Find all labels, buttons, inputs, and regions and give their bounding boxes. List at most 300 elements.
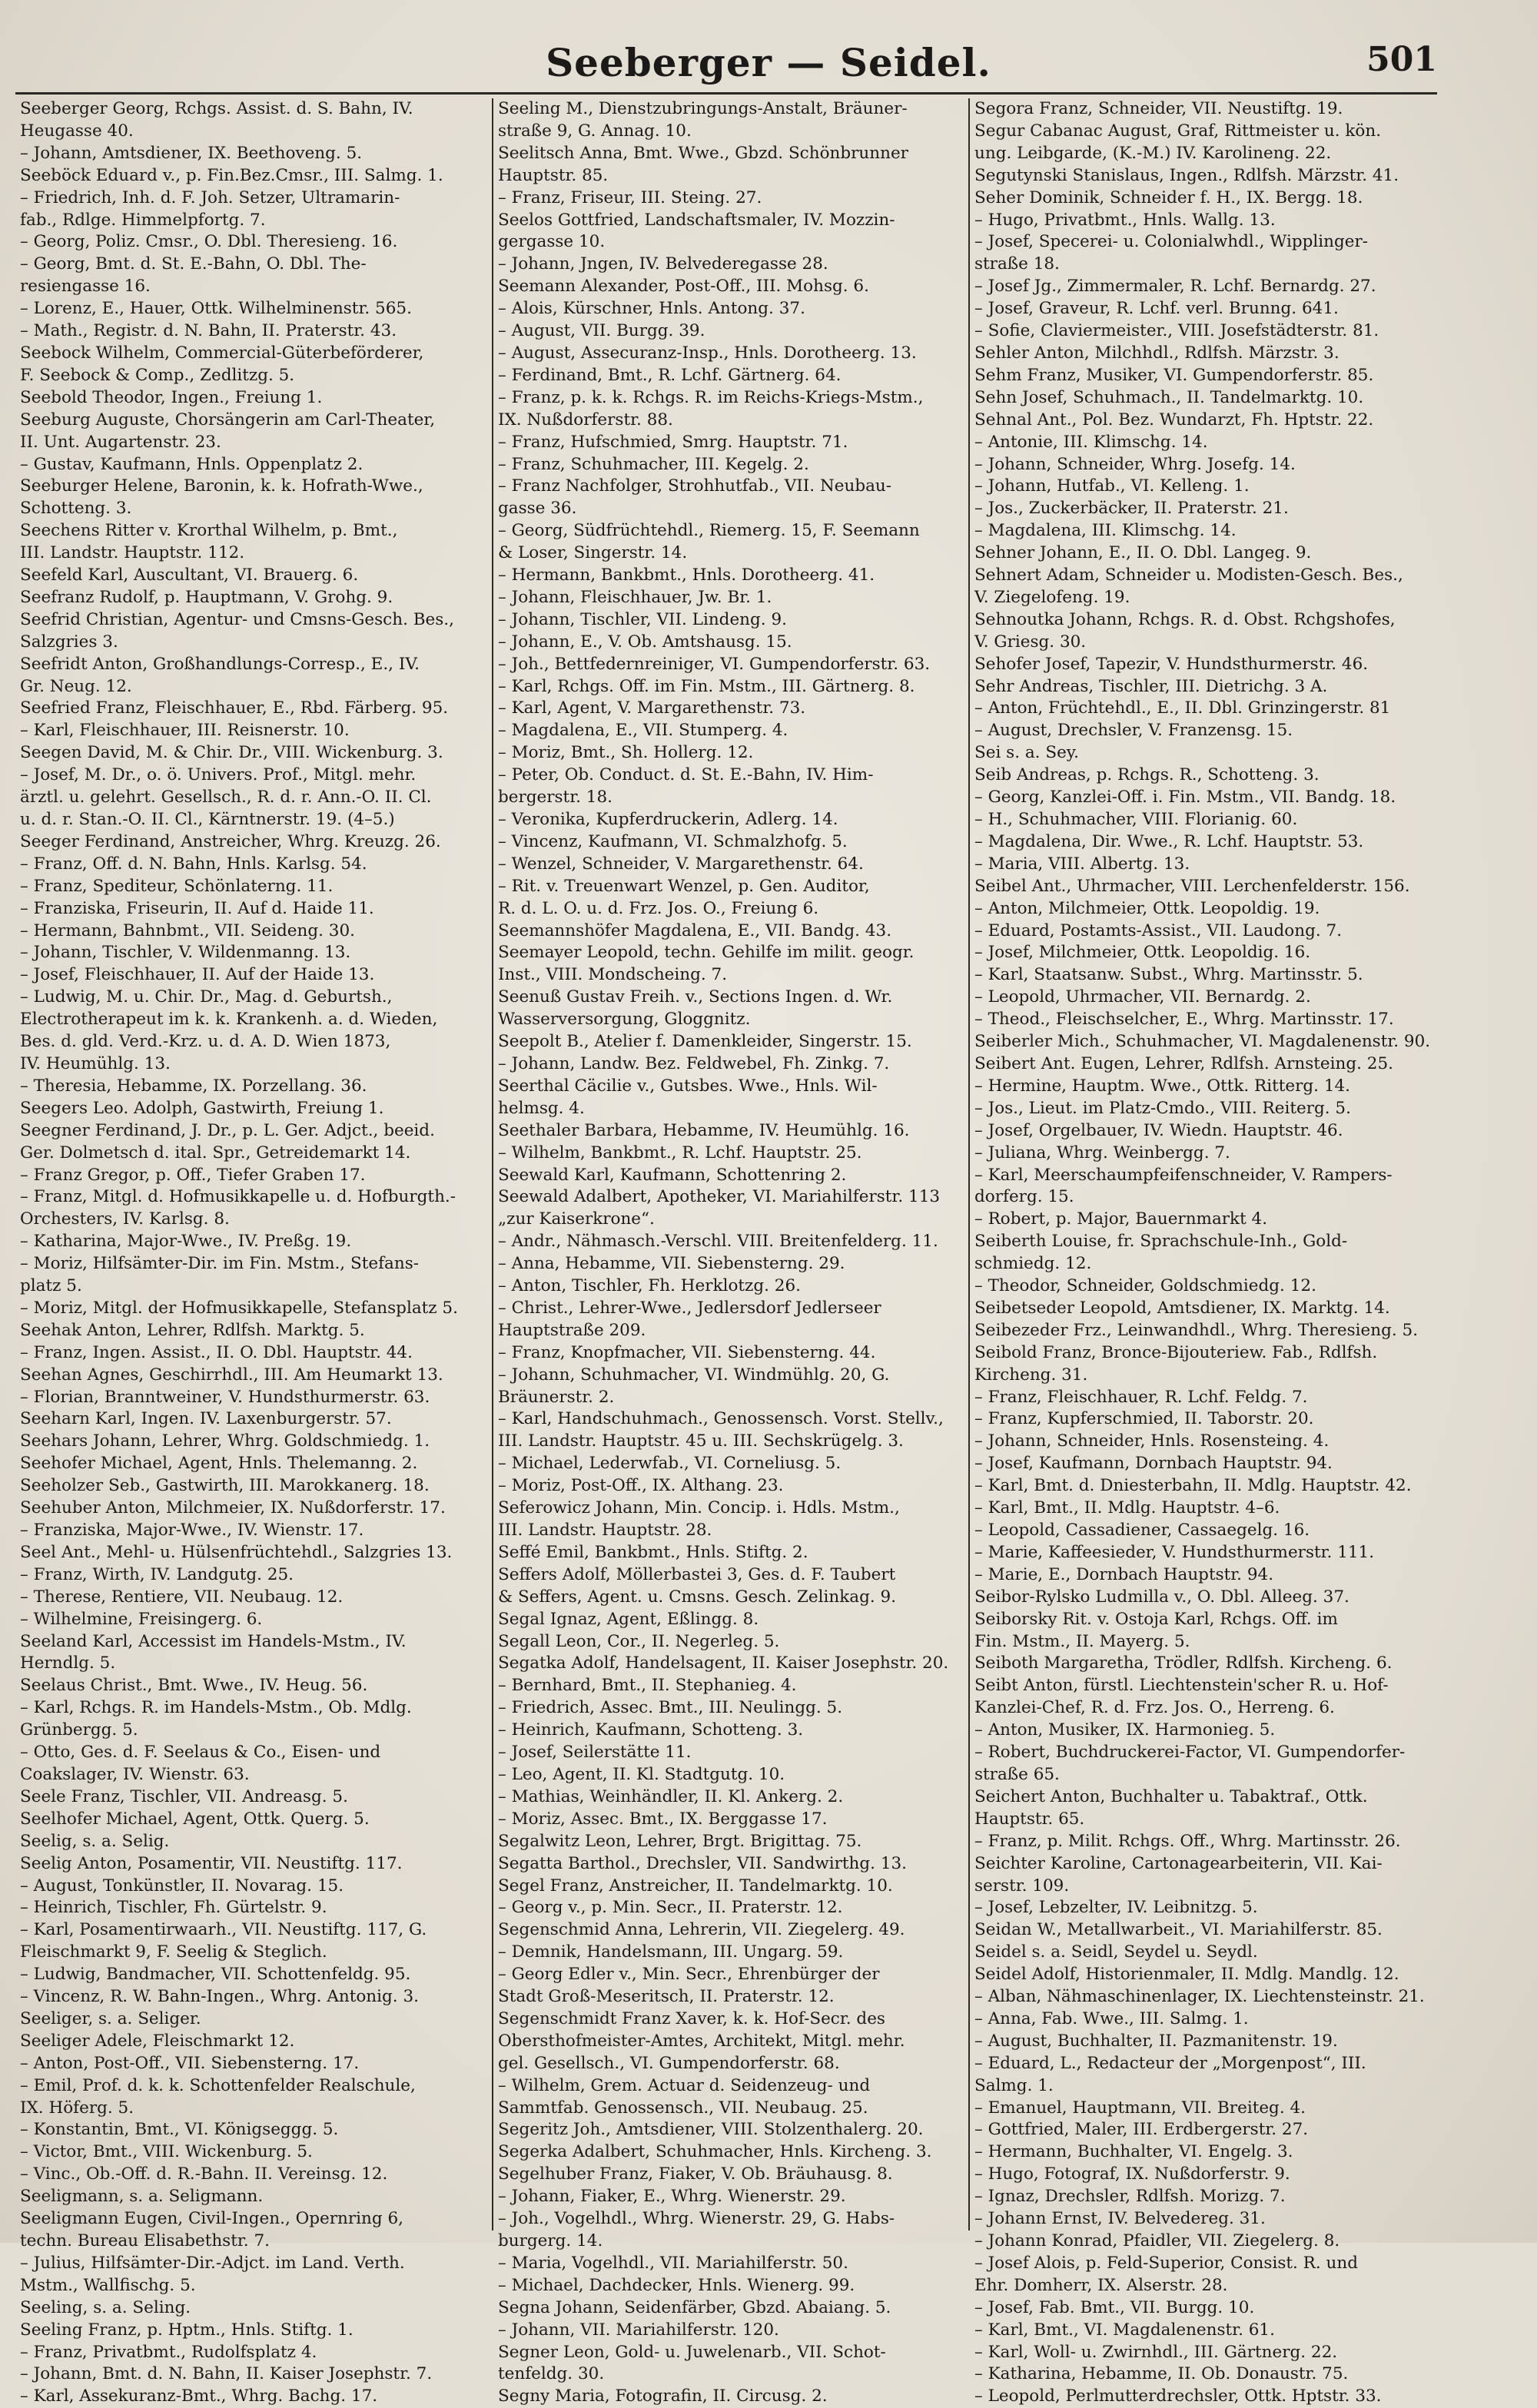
directory-entry: – Wenzel, Schneider, V. Margarethenstr. 64.: [498, 854, 864, 874]
directory-entry: – Veronika, Kupferdruckerin, Adlerg. 14.: [498, 810, 838, 829]
directory-entry: Stadt Groß-Meseritsch, II. Praterstr. 12.: [498, 1987, 835, 2007]
directory-entry: Segora Franz, Schneider, VII. Neustiftg. 19.: [974, 99, 1343, 118]
directory-entry: platz 5.: [20, 1276, 82, 1296]
directory-entry: Seewald Adalbert, Apotheker, VI. Mariahilferstr. 113: [498, 1187, 941, 1207]
directory-entry: Seiborsky Rit. v. Ostoja Karl, Rchgs. Off. im: [974, 1609, 1338, 1629]
directory-entry: „zur Kaiserkrone“.: [498, 1209, 655, 1229]
directory-entry: – Otto, Ges. d. F. Seelaus & Co., Eisen- und: [20, 1743, 381, 1763]
directory-entry: Seelitsch Anna, Bmt. Wwe., Gbzd. Schönbrunner: [498, 143, 908, 163]
directory-entry: Seiberler Mich., Schuhmacher, VI. Magdalenenstr. 90.: [974, 1032, 1431, 1052]
directory-entry: Seidel s. a. Seidl, Seydel u. Seydl.: [974, 1942, 1258, 1962]
directory-entry: Segelhuber Franz, Fiaker, V. Ob. Bräuhausg. 8.: [498, 2164, 893, 2184]
directory-entry: – Hermine, Hauptm. Wwe., Ottk. Ritterg. 14.: [974, 1076, 1351, 1096]
directory-entry: & Loser, Singerstr. 14.: [498, 543, 688, 563]
directory-entry: – Theodor, Schneider, Goldschmiedg. 12.: [974, 1276, 1316, 1296]
directory-entry: IX. Höferg. 5.: [20, 2098, 134, 2118]
directory-entry: – Johann Ernst, IV. Belvedereg. 31.: [974, 2209, 1266, 2229]
directory-entry: helmsg. 4.: [498, 1098, 585, 1118]
directory-entry: Seegner Ferdinand, J. Dr., p. L. Ger. Adjct., beeid.: [20, 1120, 435, 1140]
directory-entry: – Johann, Fiaker, E., Whrg. Wienerstr. 29.: [498, 2187, 846, 2207]
directory-entry: Seelos Gottfried, Landschaftsmaler, IV. Mozzin-: [498, 210, 895, 230]
directory-entry: – Franz, Fleischhauer, R. Lchf. Feldg. 7.: [974, 1387, 1308, 1407]
column-right: [968, 98, 1445, 2406]
directory-entry: – Johann, Fleischhauer, Jw. Br. 1.: [498, 587, 772, 607]
directory-entry: Bräunerstr. 2.: [498, 1387, 615, 1407]
directory-entry: Segalwitz Leon, Lehrer, Brgt. Brigittag. 75.: [498, 1831, 862, 1851]
directory-entry: – Joh., Vogelhdl., Whrg. Wienerstr. 29, G. Habs-: [498, 2209, 895, 2229]
directory-entry: – Johann, Tischler, VII. Lindeng. 9.: [498, 609, 787, 629]
directory-entry: – August, Buchhalter, II. Pazmanitenstr. 19.: [974, 2031, 1338, 2051]
directory-entry: – Johann, Schuhmacher, VI. Windmühlg. 20, G.: [498, 1365, 890, 1385]
directory-entry: III. Landstr. Hauptstr. 28.: [498, 1521, 712, 1540]
directory-entry: Fin. Mstm., II. Mayerg. 5.: [974, 1631, 1190, 1651]
directory-entry: gergasse 10.: [498, 232, 606, 252]
directory-entry: Sehnoutka Johann, Rchgs. R. d. Obst. Rchgshofes,: [974, 609, 1396, 629]
directory-entry: – Gottfried, Maler, III. Erdbergerstr. 27.: [974, 2120, 1309, 2140]
directory-entry: Segutynski Stanislaus, Ingen., Rdlfsh. Märzstr. 41.: [974, 165, 1399, 185]
directory-entry: Seeburg Auguste, Chorsängerin am Carl-Theater,: [20, 410, 436, 430]
directory-entry: Ehr. Domherr, IX. Alserstr. 28.: [974, 2275, 1228, 2295]
directory-entry: V. Griesg. 30.: [974, 632, 1087, 652]
directory-entry: – Franz, p. k. k. Rchgs. R. im Reichs-Kriegs-Mstm.,: [498, 387, 924, 407]
directory-entry: Grünbergg. 5.: [20, 1720, 138, 1740]
directory-entry: Seehan Agnes, Geschirrhdl., III. Am Heumarkt 13.: [20, 1365, 443, 1385]
directory-entry: – Joh., Bettfedernreiniger, VI. Gumpendorferstr. 63.: [498, 654, 931, 674]
directory-entry: – Hugo, Fotograf, IX. Nußdorferstr. 9.: [974, 2164, 1290, 2184]
directory-entry: Seelig Anton, Posamentir, VII. Neustiftg. 117.: [20, 1853, 403, 1873]
directory-entry: – Moriz, Hilfsämter-Dir. im Fin. Mstm., Stefans-: [20, 1254, 419, 1274]
directory-entry: – Hermann, Bankbmt., Hnls. Dorotheerg. 41.: [498, 566, 875, 585]
header-rule: [15, 92, 1437, 95]
directory-entry: – Franz, p. Milit. Rchgs. Off., Whrg. Martinsstr. 26.: [974, 1831, 1401, 1851]
directory-entry: – Karl, Bmt. d. Dniesterbahn, II. Mdlg. Hauptstr. 42.: [974, 1476, 1412, 1496]
directory-entry: Fleischmarkt 9, F. Seelig & Steglich.: [20, 1942, 327, 1962]
directory-entry: – Josef, Graveur, R. Lchf. verl. Brunng. 641.: [974, 299, 1339, 319]
directory-entry: – Katharina, Major-Wwe., IV. Preßg. 19.: [20, 1232, 352, 1252]
directory-entry: Wasserversorgung, Gloggnitz.: [498, 1010, 751, 1030]
directory-entry: – Therese, Rentiere, VII. Neubaug. 12.: [20, 1587, 344, 1607]
directory-entry: Seibezeder Frz., Leinwandhdl., Whrg. Theresieng. 5.: [974, 1320, 1419, 1340]
directory-entry: – Magdalena, Dir. Wwe., R. Lchf. Hauptstr. 53.: [974, 831, 1364, 851]
directory-entry: – Friedrich, Assec. Bmt., III. Neulingg. 5.: [498, 1698, 843, 1718]
directory-entry: Seher Dominik, Schneider f. H., IX. Bergg. 18.: [974, 187, 1363, 207]
directory-entry: – Josef Alois, p. Feld-Superior, Consist. R. und: [974, 2253, 1358, 2273]
directory-entry: fab., Rdlge. Himmelpfortg. 7.: [20, 210, 266, 230]
directory-entry: – Moriz, Bmt., Sh. Hollerg. 12.: [498, 743, 754, 763]
directory-entry: Segeritz Joh., Amtsdiener, VIII. Stolzenthalerg. 20.: [498, 2120, 924, 2140]
directory-entry: – Wilhelm, Bankbmt., R. Lchf. Hauptstr. 25.: [498, 1143, 862, 1163]
directory-entry: – Friedrich, Inh. d. F. Joh. Setzer, Ultramarin-: [20, 187, 400, 207]
directory-entry: – Josef, Milchmeier, Ottk. Leopoldig. 16.: [974, 943, 1311, 963]
directory-entry: – Anna, Hebamme, VII. Siebensterng. 29.: [498, 1254, 845, 1274]
directory-entry: Seibel Ant., Uhrmacher, VIII. Lerchenfelderstr. 156.: [974, 876, 1410, 896]
directory-entry: Gr. Neug. 12.: [20, 676, 132, 696]
directory-entry: – Franz Gregor, p. Off., Tiefer Graben 17.: [20, 1165, 366, 1185]
directory-entry: dorferg. 15.: [974, 1187, 1074, 1207]
directory-entry: – Maria, VIII. Albertg. 13.: [974, 854, 1190, 874]
directory-entry: Seegers Leo. Adolph, Gastwirth, Freiung 1.: [20, 1098, 384, 1118]
directory-entry: Seeling, s. a. Seling.: [20, 2297, 191, 2317]
directory-entry: Seibold Franz, Bronce-Bijouteriew. Fab., Rdlfsh.: [974, 1342, 1378, 1362]
directory-entry: – Franz, Friseur, III. Steing. 27.: [498, 187, 762, 207]
directory-entry: Seffers Adolf, Möllerbastei 3, Ges. d. F. Taubert: [498, 1564, 896, 1584]
directory-entry: Mstm., Wallfischg. 5.: [20, 2275, 196, 2295]
directory-entry: – Franz, Knopfmacher, VII. Siebensterng. 44.: [498, 1342, 876, 1362]
directory-entry: Sehofer Josef, Tapezir, V. Hundsthurmerstr. 46.: [974, 654, 1369, 674]
directory-entry: – Moriz, Mitgl. der Hofmusikkapelle, Stefansplatz 5.: [20, 1298, 458, 1318]
directory-entry: Seeling Franz, p. Hptm., Hnls. Stiftg. 1.: [20, 2320, 354, 2340]
directory-entry: Segatka Adolf, Handelsagent, II. Kaiser Josephstr. 20.: [498, 1653, 949, 1673]
directory-entry: – Christ., Lehrer-Wwe., Jedlersdorf Jedlerseer: [498, 1298, 881, 1318]
directory-entry: Seeböck Eduard v., p. Fin.Bez.Cmsr., III. Salmg. 1.: [20, 165, 443, 185]
directory-entry: Seeland Karl, Accessist im Handels-Mstm., IV.: [20, 1631, 407, 1651]
directory-entry: – Hermann, Buchhalter, VI. Engelg. 3.: [974, 2142, 1293, 2162]
directory-entry: – Johann, Landw. Bez. Feldwebel, Fh. Zinkg. 7.: [498, 1053, 890, 1073]
directory-entry: – Franz, Privatbmt., Rudolfsplatz 4.: [20, 2342, 317, 2362]
directory-entry: Seehak Anton, Lehrer, Rdlfsh. Marktg. 5.: [20, 1320, 365, 1340]
directory-entry: Seepolt B., Atelier f. Damenkleider, Singerstr. 15.: [498, 1032, 912, 1052]
directory-entry: – Heinrich, Tischler, Fh. Gürtelstr. 9.: [20, 1898, 327, 1918]
directory-entry: Sehn Josef, Schuhmach., II. Tandelmarktg. 10.: [974, 387, 1364, 407]
directory-entry: Seeburger Helene, Baronin, k. k. Hofrath-Wwe.,: [20, 476, 423, 496]
directory-entry: Seebock Wilhelm, Commercial-Güterbeförderer,: [20, 343, 424, 363]
directory-entry: Seeliger Adele, Fleischmarkt 12.: [20, 2031, 295, 2051]
directory-entry: Seelaus Christ., Bmt. Wwe., IV. Heug. 56.: [20, 1676, 368, 1696]
directory-entry: straße 65.: [974, 1764, 1060, 1784]
directory-entry: – Vincenz, R. W. Bahn-Ingen., Whrg. Antonig. 3.: [20, 1987, 419, 2007]
directory-entry: Seethaler Barbara, Hebamme, IV. Heumühlg. 16.: [498, 1120, 910, 1140]
directory-entry: – Johann, Hutfab., VI. Kelleng. 1.: [974, 476, 1250, 496]
directory-entry: Segny Maria, Fotografin, II. Circusg. 2.: [498, 2386, 828, 2406]
directory-entry: ung. Leibgarde, (K.-M.) IV. Karolineng. 22.: [974, 143, 1332, 163]
directory-entry: – Josef, Seilerstätte 11.: [498, 1743, 692, 1763]
directory-entry: – Wilhelm, Grem. Actuar d. Seidenzeug- und: [498, 2075, 871, 2095]
page-header: [0, 40, 1537, 94]
directory-entry: Seehofer Michael, Agent, Hnls. Thelemanng. 2.: [20, 1454, 418, 1474]
directory-entry: – Leopold, Cassadiener, Cassaegelg. 16.: [974, 1521, 1310, 1540]
directory-entry: – Ludwig, M. u. Chir. Dr., Mag. d. Geburtsh.,: [20, 987, 393, 1007]
directory-entry: – Karl, Rchgs. Off. im Fin. Mstm., III. Gärtnerg. 8.: [498, 676, 915, 696]
directory-entry: – August, Drechsler, V. Franzensg. 15.: [974, 721, 1293, 741]
directory-entry: – Karl, Rchgs. R. im Handels-Mstm., Ob. Mdlg.: [20, 1698, 412, 1718]
directory-entry: Seewald Karl, Kaufmann, Schottenring 2.: [498, 1165, 847, 1185]
directory-entry: Seiboth Margaretha, Trödler, Rdlfsh. Kircheng. 6.: [974, 1653, 1393, 1673]
directory-entry: – Leo, Agent, II. Kl. Stadtgutg. 10.: [498, 1764, 785, 1784]
directory-columns: [15, 98, 1452, 2406]
directory-entry: Salmg. 1.: [974, 2075, 1054, 2095]
directory-entry: Seebold Theodor, Ingen., Freiung 1.: [20, 387, 323, 407]
directory-entry: – Vincenz, Kaufmann, VI. Schmalzhofg. 5.: [498, 831, 848, 851]
directory-entry: – Karl, Meerschaumpfeifenschneider, V. Rampers-: [974, 1165, 1393, 1185]
directory-entry: Seefrid Christian, Agentur- und Cmsns-Gesch. Bes.,: [20, 609, 454, 629]
directory-entry: Seichert Anton, Buchhalter u. Tabaktraf., Ottk.: [974, 1786, 1368, 1806]
directory-entry: Electrotherapeut im k. k. Krankenh. a. d. Wieden,: [20, 1010, 438, 1030]
directory-entry: Hauptstraße 209.: [498, 1320, 646, 1340]
page-title: Seeberger — Seidel.: [546, 40, 991, 85]
directory-entry: Hauptstr. 65.: [974, 1809, 1085, 1829]
directory-entry: Seiberth Louise, fr. Sprachschule-Inh., Gold-: [974, 1232, 1348, 1252]
directory-entry: Seeberger Georg, Rchgs. Assist. d. S. Bahn, IV.: [20, 99, 413, 118]
directory-entry: – August, Assecuranz-Insp., Hnls. Dorotheerg. 13.: [498, 343, 917, 363]
directory-entry: – Jos., Zuckerbäcker, II. Praterstr. 21.: [974, 499, 1289, 519]
directory-entry: Seemayer Leopold, techn. Gehilfe im milit. geogr.: [498, 943, 915, 963]
directory-entry: – Georg, Poliz. Cmsr., O. Dbl. Theresieng. 16.: [20, 232, 398, 252]
directory-entry: Seeligmann Eugen, Civil-Ingen., Opernring 6,: [20, 2209, 403, 2229]
directory-entry: – Anna, Fab. Wwe., III. Salmg. 1.: [974, 2008, 1249, 2028]
directory-entry: Seibert Ant. Eugen, Lehrer, Rdlfsh. Arnsteing. 25.: [974, 1053, 1393, 1073]
directory-entry: – Moriz, Post-Off., IX. Althang. 23.: [498, 1476, 784, 1496]
directory-entry: Coakslager, IV. Wienstr. 63.: [20, 1764, 250, 1784]
directory-entry: u. d. r. Stan.-O. II. Cl., Kärntnerstr. 19. (4–5.): [20, 810, 395, 829]
directory-entry: – Franz, Hufschmied, Smrg. Hauptstr. 71.: [498, 432, 848, 452]
directory-entry: – Johann, Tischler, V. Wildenmanng. 13.: [20, 943, 351, 963]
directory-entry: – Magdalena, E., VII. Stumperg. 4.: [498, 721, 788, 741]
directory-entry: – Johann, Schneider, Hnls. Rosensteing. 4.: [974, 1431, 1330, 1451]
directory-entry: – Georg v., p. Min. Secr., II. Praterstr. 12.: [498, 1898, 843, 1918]
directory-entry: Seibt Anton, fürstl. Liechtenstein'scher R. u. Hof-: [974, 1676, 1389, 1696]
directory-entry: – Victor, Bmt., VIII. Wickenburg. 5.: [20, 2142, 313, 2162]
directory-entry: – Josef Jg., Zimmermaler, R. Lchf. Bernardg. 27.: [974, 277, 1376, 297]
directory-entry: – Josef, Kaufmann, Dornbach Hauptstr. 94.: [974, 1454, 1333, 1474]
directory-entry: – Josef, Fab. Bmt., VII. Burgg. 10.: [974, 2297, 1255, 2317]
directory-entry: – Anton, Früchtehdl., E., II. Dbl. Grinzingerstr. 81: [974, 698, 1391, 718]
directory-entry: – Josef, Fleischhauer, II. Auf der Haide 13.: [20, 965, 375, 985]
directory-entry: – Emanuel, Hauptmann, VII. Breiteg. 4.: [974, 2098, 1306, 2118]
directory-entry: R. d. L. O. u. d. Frz. Jos. O., Freiung 6.: [498, 898, 819, 918]
directory-entry: – Franz, Kupferschmied, II. Taborstr. 20.: [974, 1409, 1314, 1429]
directory-entry: – Sofie, Claviermeister., VIII. Josefstädterstr. 81.: [974, 321, 1379, 341]
directory-entry: straße 9, G. Annag. 10.: [498, 121, 692, 141]
directory-entry: Orchesters, IV. Karlsg. 8.: [20, 1209, 230, 1229]
directory-entry: Segner Leon, Gold- u. Juwelenarb., VII. Schot-: [498, 2342, 886, 2362]
directory-entry: Herndlg. 5.: [20, 1653, 116, 1673]
directory-entry: – Franz, Ingen. Assist., II. O. Dbl. Hauptstr. 44.: [20, 1342, 413, 1362]
directory-entry: – Georg, Bmt. d. St. E.-Bahn, O. Dbl. The-: [20, 254, 367, 274]
directory-entry: Seechens Ritter v. Krorthal Wilhelm, p. Bmt.,: [20, 521, 398, 541]
directory-entry: – Michael, Dachdecker, Hnls. Wienerg. 99.: [498, 2275, 855, 2295]
directory-entry: – Demnik, Handelsmann, III. Ungarg. 59.: [498, 1942, 844, 1962]
directory-entry: – Eduard, Postamts-Assist., VII. Laudong. 7.: [974, 920, 1343, 940]
directory-entry: – Anton, Musiker, IX. Harmonieg. 5.: [974, 1720, 1276, 1740]
directory-entry: Segal Ignaz, Agent, Eßlingg. 8.: [498, 1609, 759, 1629]
directory-entry: Seemann Alexander, Post-Off., III. Mohsg. 6.: [498, 277, 869, 297]
directory-entry: – Eduard, L., Redacteur der „Morgenpost“, III.: [974, 2053, 1366, 2073]
directory-entry: resiengasse 16.: [20, 277, 151, 297]
directory-entry: – Antonie, III. Klimschg. 14.: [974, 432, 1208, 452]
directory-entry: Sehnal Ant., Pol. Bez. Wundarzt, Fh. Hptstr. 22.: [974, 410, 1374, 430]
directory-entry: Heugasse 40.: [20, 121, 134, 141]
column-middle: [492, 98, 968, 2406]
directory-entry: ärztl. u. gelehrt. Gesellsch., R. d. r. Ann.-O. II. Cl.: [20, 788, 432, 808]
directory-entry: Sehnert Adam, Schneider u. Modisten-Gesch. Bes.,: [974, 566, 1403, 585]
directory-entry: – Leopold, Perlmutterdrechsler, Ottk. Hptstr. 33.: [974, 2386, 1382, 2406]
directory-entry: – Ferdinand, Bmt., R. Lchf. Gärtnerg. 64.: [498, 365, 842, 385]
directory-entry: F. Seebock & Comp., Zedlitzg. 5.: [20, 365, 295, 385]
directory-entry: Sehm Franz, Musiker, VI. Gumpendorferstr. 85.: [974, 365, 1374, 385]
directory-entry: – Emil, Prof. d. k. k. Schottenfelder Realschule,: [20, 2075, 416, 2095]
directory-entry: Seelig, s. a. Selig.: [20, 1831, 170, 1851]
directory-entry: – Katharina, Hebamme, II. Ob. Donaustr. 75.: [974, 2364, 1349, 2384]
directory-entry: Seidel Adolf, Historienmaler, II. Mdlg. Mandlg. 12.: [974, 1965, 1399, 1985]
directory-entry: – Marie, Kaffeesieder, V. Hundsthurmerstr. 111.: [974, 1542, 1375, 1562]
directory-entry: Seeharn Karl, Ingen. IV. Laxenburgerstr. 57.: [20, 1409, 392, 1429]
directory-entry: – Karl, Fleischhauer, III. Reisnerstr. 10.: [20, 721, 350, 741]
directory-entry: – Karl, Bmt., VI. Magdalenenstr. 61.: [974, 2320, 1275, 2340]
directory-entry: serstr. 109.: [974, 1876, 1070, 1896]
directory-entry: burgerg. 14.: [498, 2231, 603, 2250]
directory-entry: – Konstantin, Bmt., VI. Königseggg. 5.: [20, 2120, 339, 2140]
directory-entry: – Hermann, Bahnbmt., VII. Seideng. 30.: [20, 920, 355, 940]
directory-entry: – Josef, Lebzelter, IV. Leibnitzg. 5.: [974, 1898, 1258, 1918]
directory-entry: IV. Heumühlg. 13.: [20, 1053, 171, 1073]
directory-entry: – Josef, Specerei- u. Colonialwhdl., Wipplinger-: [974, 232, 1369, 252]
directory-entry: Sehr Andreas, Tischler, III. Dietrichg. 3 A.: [974, 676, 1328, 696]
directory-entry: – Anton, Milchmeier, Ottk. Leopoldig. 19.: [974, 898, 1320, 918]
directory-entry: bergerstr. 18.: [498, 788, 612, 808]
directory-entry: – Karl, Bmt., II. Mdlg. Hauptstr. 4–6.: [974, 1498, 1280, 1518]
directory-entry: straße 18.: [974, 254, 1060, 274]
directory-entry: – Alban, Nähmaschinenlager, IX. Liechtensteinstr. 21.: [974, 1987, 1425, 2007]
directory-entry: – Julius, Hilfsämter-Dir.-Adjct. im Land. Verth.: [20, 2253, 405, 2273]
directory-entry: IX. Nußdorferstr. 88.: [498, 410, 673, 430]
directory-entry: – Michael, Lederwfab., VI. Corneliusg. 5.: [498, 1454, 842, 1474]
directory-entry: Segenschmidt Franz Xaver, k. k. Hof-Secr. des: [498, 2008, 885, 2028]
directory-entry: – Juliana, Whrg. Weinbergg. 7.: [974, 1143, 1230, 1163]
directory-entry: – Johann, Amtsdiener, IX. Beethoveng. 5.: [20, 143, 363, 163]
directory-entry: – Robert, Buchdruckerei-Factor, VI. Gumpendorfer-: [974, 1743, 1406, 1763]
directory-entry: Seehars Johann, Lehrer, Whrg. Goldschmiedg. 1.: [20, 1431, 430, 1451]
directory-entry: – Alois, Kürschner, Hnls. Antong. 37.: [498, 299, 805, 319]
directory-entry: – Maria, Vogelhdl., VII. Mariahilferstr. 50.: [498, 2253, 848, 2273]
directory-entry: Sehner Johann, E., II. O. Dbl. Langeg. 9.: [974, 543, 1312, 563]
directory-entry: – Karl, Assekuranz-Bmt., Whrg. Bachg. 17.: [20, 2386, 378, 2406]
directory-entry: – Peter, Ob. Conduct. d. St. E.-Bahn, IV. Him-: [498, 765, 874, 785]
directory-entry: – Johann, E., V. Ob. Amtshausg. 15.: [498, 632, 792, 652]
directory-entry: – Karl, Handschuhmach., Genossensch. Vorst. Stellv.,: [498, 1409, 944, 1429]
directory-entry: – Karl, Staatsanw. Subst., Whrg. Martinsstr. 5.: [974, 965, 1363, 985]
directory-entry: Seibetseder Leopold, Amtsdiener, IX. Marktg. 14.: [974, 1298, 1390, 1318]
directory-entry: – Robert, p. Major, Bauernmarkt 4.: [974, 1209, 1268, 1229]
directory-entry: – Heinrich, Kaufmann, Schotteng. 3.: [498, 1720, 804, 1740]
directory-entry: Ger. Dolmetsch d. ital. Spr., Getreidemarkt 14.: [20, 1143, 411, 1163]
directory-entry: Kanzlei-Chef, R. d. Frz. Jos. O., Herreng. 6.: [974, 1698, 1335, 1718]
directory-entry: – Josef, M. Dr., o. ö. Univers. Prof., Mitgl. mehr.: [20, 765, 417, 785]
directory-entry: Seegen David, M. & Chir. Dr., VIII. Wickenburg. 3.: [20, 743, 443, 763]
directory-entry: techn. Bureau Elisabethstr. 7.: [20, 2231, 270, 2250]
directory-entry: Seerthal Cäcilie v., Gutsbes. Wwe., Hnls. Wil-: [498, 1076, 878, 1096]
directory-entry: Seenuß Gustav Freih. v., Sections Ingen. d. Wr.: [498, 987, 893, 1007]
directory-entry: – Andr., Nähmasch.-Verschl. VIII. Breitenfelderg. 11.: [498, 1232, 938, 1252]
directory-entry: gel. Gesellsch., VI. Gumpendorferstr. 68.: [498, 2053, 840, 2073]
directory-entry: – Hugo, Privatbmt., Hnls. Wallg. 13.: [974, 210, 1276, 230]
directory-entry: – Franz, Wirth, IV. Landgutg. 25.: [20, 1564, 294, 1584]
directory-entry: – Franz, Off. d. N. Bahn, Hnls. Karlsg. 54.: [20, 854, 367, 874]
directory-entry: Segall Leon, Cor., II. Negerleg. 5.: [498, 1631, 780, 1651]
directory-entry: – Ignaz, Drechsler, Rdlfsh. Morizg. 7.: [974, 2187, 1286, 2207]
directory-entry: – Florian, Branntweiner, V. Hundsthurmerstr. 63.: [20, 1387, 430, 1407]
directory-entry: III. Landstr. Hauptstr. 112.: [20, 543, 245, 563]
directory-entry: Segatta Barthol., Drechsler, VII. Sandwirthg. 13.: [498, 1853, 908, 1873]
directory-entry: Seefranz Rudolf, p. Hauptmann, V. Grohg. 9.: [20, 587, 393, 607]
directory-entry: Seib Andreas, p. Rchgs. R., Schotteng. 3.: [974, 765, 1320, 785]
directory-entry: Seferowicz Johann, Min. Concip. i. Hdls. Mstm.,: [498, 1498, 900, 1518]
directory-entry: Kircheng. 31.: [974, 1365, 1088, 1385]
directory-entry: – Johann, Bmt. d. N. Bahn, II. Kaiser Josephstr. 7.: [20, 2364, 433, 2384]
directory-entry: – Jos., Lieut. im Platz-Cmdo., VIII. Reiterg. 5.: [974, 1098, 1351, 1118]
directory-entry: – Gustav, Kaufmann, Hnls. Oppenplatz 2.: [20, 454, 364, 474]
directory-entry: – Lorenz, E., Hauer, Ottk. Wilhelminenstr. 565.: [20, 299, 412, 319]
directory-entry: – Johann, Schneider, Whrg. Josefg. 14.: [974, 454, 1296, 474]
directory-entry: Seeligmann, s. a. Seligmann.: [20, 2187, 264, 2207]
directory-entry: – Theod., Fleischselcher, E., Whrg. Martinsstr. 17.: [974, 1010, 1394, 1030]
directory-entry: Schotteng. 3.: [20, 499, 132, 519]
directory-entry: Seel Ant., Mehl- u. Hülsenfrüchtehdl., Salzgries 13.: [20, 1542, 453, 1562]
directory-entry: Salzgries 3.: [20, 632, 118, 652]
directory-entry: Seefridt Anton, Großhandlungs-Corresp., E., IV.: [20, 654, 420, 674]
directory-entry: Seele Franz, Tischler, VII. Andreasg. 5.: [20, 1786, 348, 1806]
directory-entry: – Johann, Jngen, IV. Belvederegasse 28.: [498, 254, 828, 274]
directory-entry: – Franz, Mitgl. d. Hofmusikkapelle u. d. Hofburgth.-: [20, 1187, 456, 1207]
directory-entry: – Theresia, Hebamme, IX. Porzellang. 36.: [20, 1076, 367, 1096]
directory-entry: & Seffers, Agent. u. Cmsns. Gesch. Zelinkag. 9.: [498, 1587, 897, 1607]
directory-entry: Seidan W., Metallwarbeit., VI. Mariahilferstr. 85.: [974, 1920, 1383, 1940]
directory-entry: Seeholzer Seb., Gastwirth, III. Marokkanerg. 18.: [20, 1476, 430, 1496]
directory-entry: V. Ziegelofeng. 19.: [974, 587, 1130, 607]
directory-entry: – Franz Nachfolger, Strohhutfab., VII. Neubau-: [498, 476, 892, 496]
directory-entry: – Leopold, Uhrmacher, VII. Bernardg. 2.: [974, 987, 1311, 1007]
directory-entry: – Georg, Südfrüchtehdl., Riemerg. 15, F. Seemann: [498, 521, 920, 541]
directory-entry: Inst., VIII. Mondscheing. 7.: [498, 965, 728, 985]
directory-entry: – Josef, Orgelbauer, IV. Wiedn. Hauptstr. 46.: [974, 1120, 1343, 1140]
directory-entry: Sammtfab. Genossensch., VII. Neubaug. 25.: [498, 2098, 868, 2118]
directory-entry: – Rit. v. Treuenwart Wenzel, p. Gen. Auditor,: [498, 876, 870, 896]
directory-entry: – Franziska, Major-Wwe., IV. Wienstr. 17.: [20, 1521, 364, 1540]
directory-entry: Seefried Franz, Fleischhauer, E., Rbd. Färberg. 95.: [20, 698, 449, 718]
directory-entry: Segerka Adalbert, Schuhmacher, Hnls. Kircheng. 3.: [498, 2142, 932, 2162]
directory-entry: – Karl, Woll- u. Zwirnhdl., III. Gärtnerg. 22.: [974, 2342, 1338, 2362]
directory-entry: Seeling M., Dienstzubringungs-Anstalt, Bräuner-: [498, 99, 908, 118]
directory-entry: – Franz, Schuhmacher, III. Kegelg. 2.: [498, 454, 809, 474]
directory-entry: Sehler Anton, Milchhdl., Rdlfsh. Märzstr. 3.: [974, 343, 1339, 363]
directory-entry: Seeliger, s. a. Seliger.: [20, 2008, 201, 2028]
directory-entry: – Wilhelmine, Freisingerg. 6.: [20, 1609, 263, 1629]
directory-entry: Segel Franz, Anstreicher, II. Tandelmarktg. 10.: [498, 1876, 893, 1896]
directory-entry: Sei s. a. Sey.: [974, 743, 1079, 763]
directory-entry: – Marie, E., Dornbach Hauptstr. 94.: [974, 1564, 1274, 1584]
directory-entry: Seefeld Karl, Auscultant, VI. Brauerg. 6.: [20, 566, 359, 585]
directory-entry: Bes. d. gld. Verd.-Krz. u. d. A. D. Wien 1873,: [20, 1032, 391, 1052]
directory-entry: gasse 36.: [498, 499, 577, 519]
directory-entry: – Johann Konrad, Pfaidler, VII. Ziegelerg. 8.: [974, 2231, 1340, 2250]
directory-entry: – Karl, Agent, V. Margarethenstr. 73.: [498, 698, 806, 718]
directory-entry: Seelhofer Michael, Agent, Ottk. Querg. 5.: [20, 1809, 370, 1829]
directory-entry: – Ludwig, Bandmacher, VII. Schottenfeldg. 95.: [20, 1965, 411, 1985]
directory-entry: – Mathias, Weinhändler, II. Kl. Ankerg. 2.: [498, 1786, 844, 1806]
directory-entry: – August, Tonkünstler, II. Novarag. 15.: [20, 1876, 344, 1896]
directory-entry: Segna Johann, Seidenfärber, Gbzd. Abaiang. 5.: [498, 2297, 891, 2317]
directory-entry: II. Unt. Augartenstr. 23.: [20, 432, 221, 452]
directory-entry: Seffé Emil, Bankbmt., Hnls. Stiftg. 2.: [498, 1542, 808, 1562]
directory-entry: – Anton, Post-Off., VII. Siebensterng. 17.: [20, 2053, 360, 2073]
column-left: [15, 98, 492, 2406]
directory-entry: – H., Schuhmacher, VIII. Florianig. 60.: [974, 810, 1298, 829]
directory-entry: – Math., Registr. d. N. Bahn, II. Praterstr. 43.: [20, 321, 397, 341]
directory-entry: Segur Cabanac August, Graf, Rittmeister u. kön.: [974, 121, 1382, 141]
directory-entry: – Vinc., Ob.-Off. d. R.-Bahn. II. Vereinsg. 12.: [20, 2164, 388, 2184]
directory-entry: – Johann, VII. Mariahilferstr. 120.: [498, 2320, 779, 2340]
page-number: 501: [1366, 40, 1437, 79]
directory-entry: Seemannshöfer Magdalena, E., VII. Bandg. 43.: [498, 920, 892, 940]
